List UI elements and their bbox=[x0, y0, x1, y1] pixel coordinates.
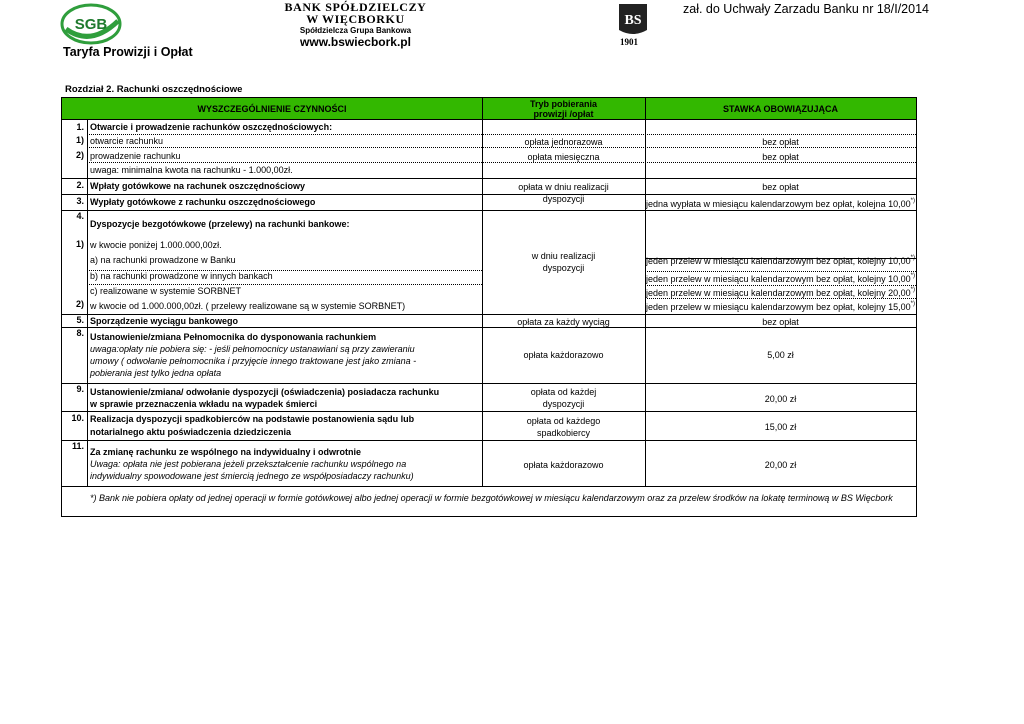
row-mode-line2: dyspozycji bbox=[542, 399, 585, 409]
tariff-title: Taryfa Prowizji i Opłat bbox=[63, 45, 193, 59]
fee-table bbox=[61, 97, 917, 517]
row-note: indywidualny spowodowane jest śmiercią jednego ze współposiadaczy rachunku) bbox=[90, 471, 414, 481]
row-note: uwaga:opłaty nie pobiera się: - jeśli pełnomocnicy ustanawiani są przy zawieraniu bbox=[90, 344, 415, 354]
row-rate bbox=[645, 287, 916, 299]
row-text: w kwocie od 1.000.000,00zł. ( przelewy realizowane są w systemie SORBNET) bbox=[90, 301, 406, 311]
row-rate: 20,00 zł bbox=[764, 394, 797, 404]
dotted-divider bbox=[645, 285, 916, 286]
row-title: Sporządzenie wyciągu bankowego bbox=[90, 316, 239, 326]
row-note: umowy ( odwołanie pełnomocnika i przyjęcie innego traktowane jest jako zmiana - bbox=[90, 356, 417, 366]
row-number: 5. bbox=[76, 315, 84, 325]
row-title: Dyspozycje bezgotówkowe (przelewy) na rachunki bankowe: bbox=[90, 219, 350, 229]
row-divider bbox=[62, 383, 916, 384]
row-mode: opłata za każdy wyciąg bbox=[517, 317, 610, 327]
footnote-marker: *) bbox=[910, 198, 915, 204]
row-rate: 15,00 zł bbox=[764, 422, 797, 432]
bank-name-line2: W WIĘCBORKU bbox=[306, 12, 405, 26]
row-text: a) na rachunki prowadzone w Banku bbox=[90, 255, 236, 265]
dotted-divider bbox=[87, 284, 482, 285]
row-mode-line1: opłata od każdego bbox=[526, 416, 601, 426]
sub-number: 2) bbox=[75, 299, 84, 309]
row-rate: bez opłat bbox=[762, 182, 799, 192]
row-rate: bez opłat bbox=[762, 317, 799, 327]
footnote-marker: *) bbox=[910, 287, 915, 293]
sub-number: 1) bbox=[75, 135, 84, 145]
row-note: uwaga: minimalna kwota na rachunku - 1.000,00zł. bbox=[90, 165, 293, 175]
row-mode-line1: opłata w dniu realizacji bbox=[518, 182, 609, 192]
row-divider bbox=[62, 440, 916, 441]
row-mode bbox=[482, 181, 645, 205]
row-mode: opłata miesięczna bbox=[527, 152, 600, 162]
row-rate-text: jeden przelew w miesiącu kalendarzowym bez opłat, kolejny 10,00 bbox=[646, 274, 911, 284]
row-title: w sprawie przeznaczenia wkładu na wypadek śmierci bbox=[90, 399, 318, 409]
row-divider bbox=[62, 178, 916, 179]
row-rate bbox=[645, 198, 916, 210]
bs-year: 1901 bbox=[620, 37, 638, 47]
row-rate-text: jedna wypłata w miesiącu kalendarzowym bez opłat, kolejna 10,00 bbox=[646, 199, 911, 209]
footnote-marker: *) bbox=[910, 273, 915, 279]
resolution-note: zał. do Uchwały Zarzadu Banku nr 18/I/2014 bbox=[683, 2, 929, 16]
row-mode-line2: spadkobiercy bbox=[536, 428, 591, 438]
row-mode: opłata jednorazowa bbox=[524, 137, 603, 147]
row-rate-text: jeden przelew w miesiącu kalendarzowym bez opłat, kolejny 15,00 bbox=[646, 302, 911, 312]
row-number: 3. bbox=[76, 196, 84, 206]
chapter-title: Rozdział 2. Rachunki oszczędnościowe bbox=[65, 84, 243, 95]
row-mode: opłata każdorazowo bbox=[523, 460, 604, 470]
header-mode-line1: Tryb pobierania bbox=[529, 98, 598, 109]
col-divider bbox=[87, 120, 88, 486]
header-activity: WYSZCZEGÓLNIENIE CZYNNOŚCI bbox=[62, 98, 482, 120]
dotted-divider bbox=[87, 134, 916, 135]
sgb-logo-text: SGB bbox=[74, 16, 108, 33]
row-number: 9. bbox=[76, 384, 84, 394]
footnote-marker: *) bbox=[910, 301, 915, 307]
row-rate bbox=[645, 301, 916, 313]
header-rate: STAWKA OBOWIĄZUJĄCA bbox=[645, 98, 916, 120]
row-title: Otwarcie i prowadzenie rachunków oszczędnościowych: bbox=[90, 122, 333, 132]
row-number: 4. bbox=[76, 211, 84, 221]
row-mode bbox=[482, 415, 645, 439]
row-title: Ustanowienie/zmiana Pełnomocnika do dysponowania rachunkiem bbox=[90, 332, 377, 342]
bank-url: www.bswiecbork.pl bbox=[300, 35, 411, 49]
row-mode-line1: w dniu realizacji bbox=[531, 251, 596, 261]
row-mode: opłata każdorazowo bbox=[523, 350, 604, 360]
footnote-marker: *) bbox=[910, 255, 915, 261]
row-rate-text: jeden przelew w miesiącu kalendarzowym bez opłat, kolejny 20,00 bbox=[646, 288, 911, 298]
footnote: *) Bank nie pobiera opłaty od jednej operacji w formie gotówkowej albo jednej operacji w formie bezgotówkowej w miesiącu kalendarzowym oraz za przelew środków na lokatę terminową w BS Więcbork bbox=[90, 493, 893, 503]
row-rate bbox=[645, 255, 916, 267]
row-text: prowadzenie rachunku bbox=[90, 151, 181, 161]
row-text: b) na rachunki prowadzone w innych bankach bbox=[90, 271, 273, 281]
row-rate: bez opłat bbox=[762, 137, 799, 147]
row-rate-text: jeden przelew w miesiącu kalendarzowym bez opłat, kolejny 10,00 bbox=[646, 256, 911, 266]
row-title: Realizacja dyspozycji spadkobierców na podstawie postanowienia sądu lub bbox=[90, 414, 415, 424]
row-number: 10. bbox=[71, 413, 84, 423]
row-mode bbox=[482, 386, 645, 410]
row-number: 11. bbox=[71, 441, 84, 451]
bank-name-block bbox=[268, 1, 443, 49]
row-divider bbox=[62, 486, 916, 487]
row-divider bbox=[62, 210, 916, 211]
sub-number: 2) bbox=[75, 150, 84, 160]
row-note: pobierania jest tylko jedna opłata bbox=[90, 368, 222, 378]
row-title: Za zmianę rachunku ze wspólnego na indywidualny i odwrotnie bbox=[90, 447, 362, 457]
row-rate: 20,00 zł bbox=[764, 460, 797, 470]
row-divider bbox=[62, 411, 916, 412]
row-number: 2. bbox=[76, 180, 84, 190]
dotted-divider bbox=[645, 271, 916, 272]
row-mode-line1: opłata od każdej bbox=[530, 387, 597, 397]
row-title: notarialnego aktu poświadczenia dziedziczenia bbox=[90, 427, 292, 437]
header-mode-line2: prowizji /opłat bbox=[533, 108, 594, 119]
sub-number: 1) bbox=[75, 239, 84, 249]
row-number: 8. bbox=[76, 328, 84, 338]
row-divider bbox=[62, 314, 916, 315]
row-rate bbox=[645, 273, 916, 285]
row-text: otwarcie rachunku bbox=[90, 136, 164, 146]
row-text: c) realizowane w systemie SORBNET bbox=[90, 286, 242, 296]
row-title: Ustanowienie/zmiana/ odwołanie dyspozycji (oświadczenia) posiadacza rachunku bbox=[90, 387, 440, 397]
row-rate: bez opłat bbox=[762, 152, 799, 162]
row-number: 1. bbox=[76, 122, 84, 132]
header-mode bbox=[482, 98, 645, 120]
bank-name-line1: BANK SPÓŁDZIELCZY bbox=[284, 0, 427, 14]
row-mode-line2: dyspozycji bbox=[542, 263, 585, 273]
bs-logo-text: BS bbox=[624, 13, 642, 28]
row-mode bbox=[482, 250, 645, 274]
row-text: w kwocie poniżej 1.000.000,00zł. bbox=[90, 240, 222, 250]
bank-group: Spółdzielcza Grupa Bankowa bbox=[299, 26, 412, 35]
row-title: Wpłaty gotówkowe na rachunek oszczędnościowy bbox=[90, 181, 306, 191]
sgb-logo bbox=[60, 3, 122, 45]
row-title: Wypłaty gotówkowe z rachunku oszczędnościowego bbox=[90, 197, 316, 207]
row-rate: 5,00 zł bbox=[767, 350, 794, 360]
row-note: Uwaga: opłata nie jest pobierana jeżeli przekształcenie rachunku wspólnego na bbox=[90, 459, 407, 469]
row-mode-line2: dyspozycji bbox=[542, 194, 585, 204]
